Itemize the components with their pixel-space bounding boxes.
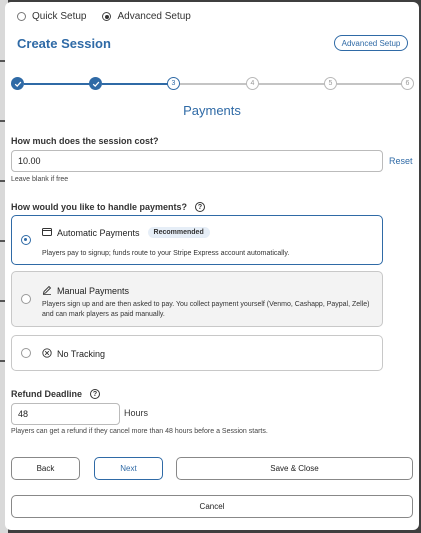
no-tracking-title (42, 348, 105, 360)
step-1-complete[interactable] (11, 77, 24, 90)
step-6[interactable]: 6 (401, 77, 414, 90)
automatic-payments-option[interactable] (11, 215, 383, 265)
manual-payments-title-text: Manual Payments (57, 286, 130, 296)
cost-hint: Leave blank if free (11, 176, 69, 183)
refund-label (11, 389, 100, 399)
automatic-payments-radio[interactable] (21, 235, 31, 245)
save-close-button[interactable]: Save & Close (176, 457, 413, 480)
cancel-button[interactable]: Cancel (11, 495, 413, 518)
pencil-icon (42, 285, 52, 297)
manual-payments-description: Players sign up and are then asked to pay. You collect payment yourself (Venmo, Cashapp, Paypal, Zelle) and can mark players as paid manually. (42, 301, 370, 318)
advanced-setup-radio[interactable] (102, 12, 111, 21)
stepper-line-1 (24, 83, 93, 85)
progress-stepper (5, 76, 419, 92)
refund-label-text: Refund Deadline (11, 389, 83, 399)
help-icon[interactable]: ? (90, 389, 100, 399)
step-5[interactable]: 5 (324, 77, 337, 90)
automatic-payments-title (42, 227, 210, 238)
no-tracking-icon (42, 348, 52, 360)
stepper-line-5 (337, 83, 406, 85)
manual-payments-option[interactable] (11, 271, 383, 327)
automatic-payments-description: Players pay to signup; funds route to your Stripe Express account automatically. (42, 250, 290, 257)
manual-payments-radio[interactable] (21, 294, 31, 304)
no-tracking-option[interactable] (11, 335, 383, 371)
cost-label (11, 136, 159, 146)
step-2-complete[interactable] (89, 77, 102, 90)
payments-label-text: How would you like to handle payments? (11, 202, 188, 212)
no-tracking-radio[interactable] (21, 348, 31, 358)
quick-setup-label: Quick Setup (32, 11, 87, 22)
quick-setup-option[interactable] (17, 11, 86, 22)
section-title: Payments (183, 103, 241, 118)
recommended-badge: Recommended (148, 227, 210, 238)
advanced-setup-button[interactable]: Advanced Setup (334, 35, 408, 51)
stepper-line-3 (180, 83, 250, 85)
step-4[interactable]: 4 (246, 77, 259, 90)
setup-mode-toggle (17, 11, 207, 22)
advanced-setup-option[interactable] (102, 11, 190, 22)
quick-setup-radio[interactable] (17, 12, 26, 21)
cost-label-text: How much does the session cost? (11, 136, 159, 146)
refund-deadline-input[interactable] (11, 403, 120, 425)
refund-unit-label: Hours (124, 408, 149, 418)
step-3-current[interactable]: 3 (167, 77, 180, 90)
stepper-line-2 (102, 83, 171, 85)
card-icon (42, 228, 52, 238)
session-cost-input[interactable] (11, 150, 383, 172)
create-session-modal (5, 2, 419, 530)
help-icon[interactable]: ? (195, 202, 205, 212)
advanced-setup-label: Advanced Setup (117, 11, 191, 22)
stepper-line-4 (259, 83, 328, 85)
checkmark-icon (14, 80, 22, 88)
refund-hint: Players can get a refund if they cancel more than 48 hours before a Session starts. (11, 428, 268, 435)
payments-label (11, 202, 205, 212)
next-button[interactable]: Next (94, 457, 163, 480)
reset-link[interactable]: Reset (389, 156, 413, 166)
no-tracking-title-text: No Tracking (57, 349, 106, 359)
automatic-payments-title-text: Automatic Payments (57, 227, 140, 238)
manual-payments-title (42, 285, 129, 297)
back-button[interactable]: Back (11, 457, 80, 480)
checkmark-icon (92, 80, 100, 88)
page-title: Create Session (17, 36, 111, 51)
